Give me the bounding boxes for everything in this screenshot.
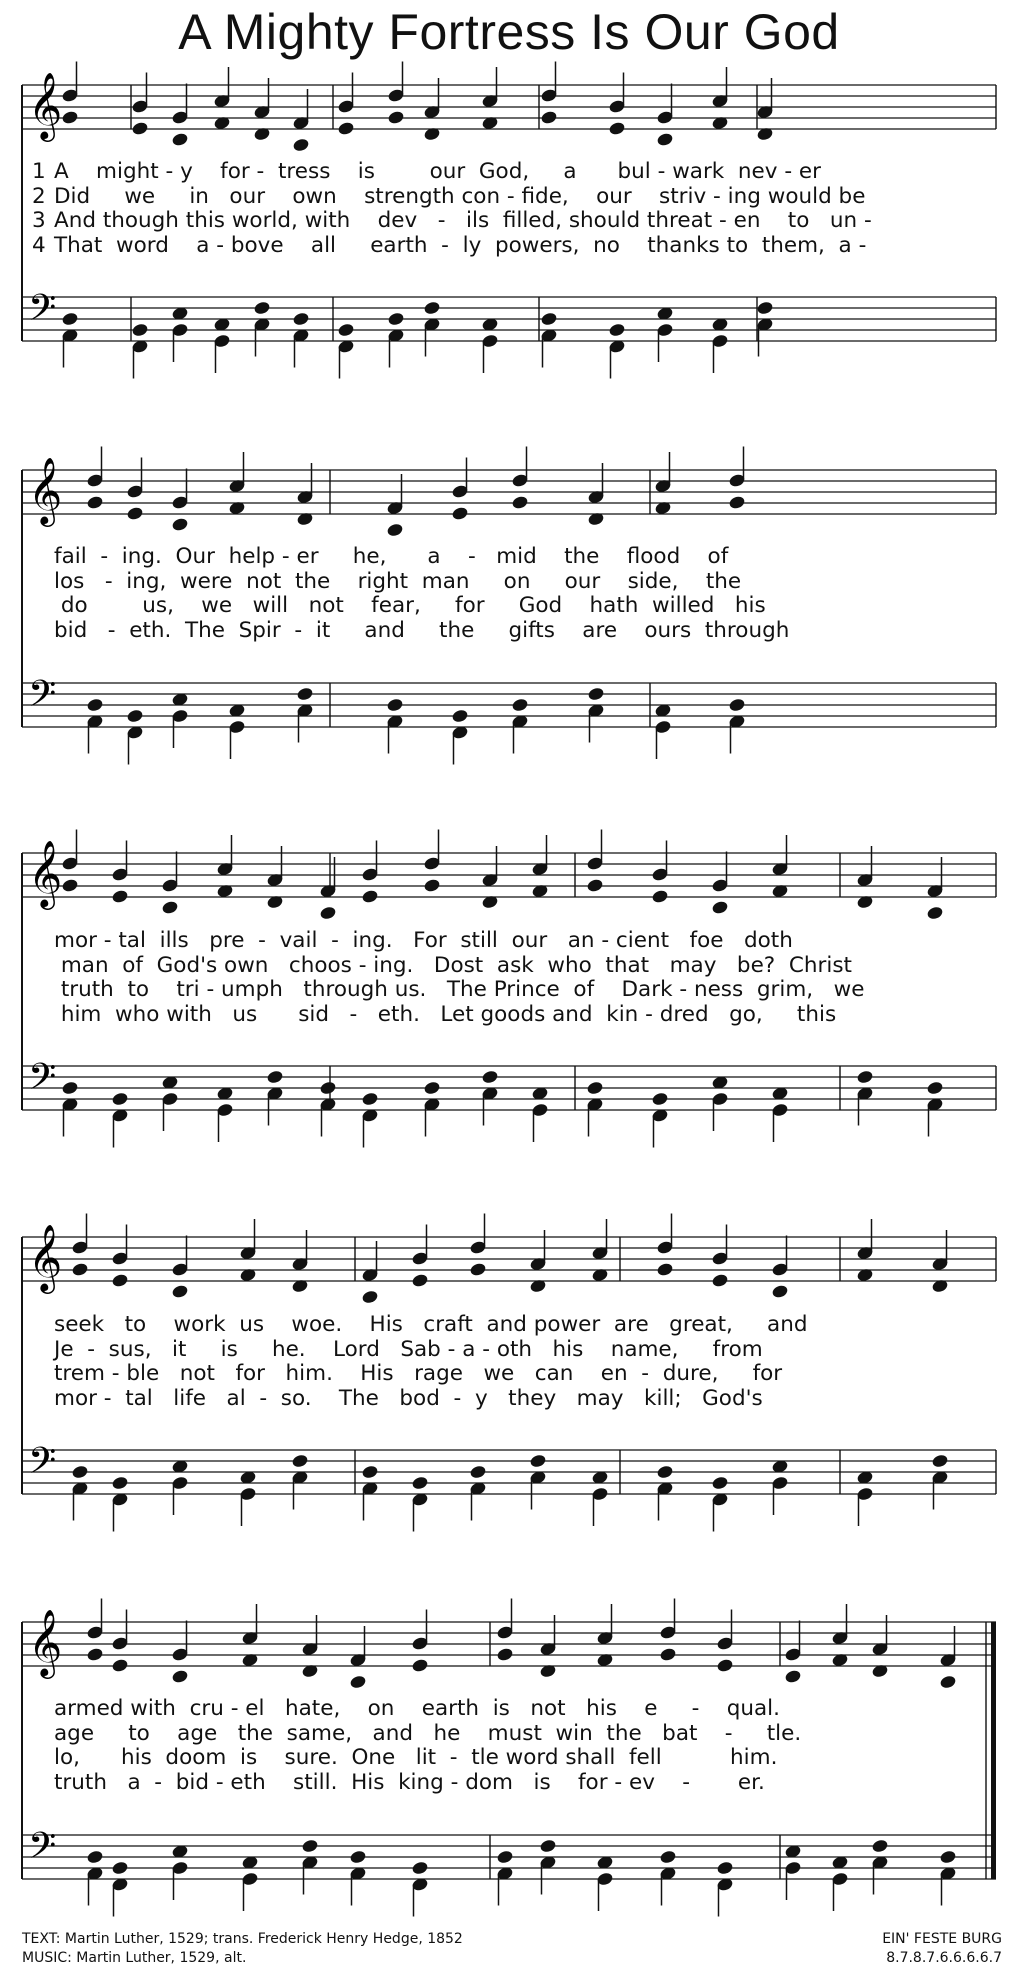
alto-note: [111, 889, 129, 904]
tenor-note: [253, 300, 271, 315]
alto-note: [161, 900, 179, 915]
lyric-text: truth to tri - umph through us. The Prince of Dark - ness grim, we: [54, 977, 865, 1002]
tenor-note: [659, 1849, 677, 1864]
treble-clef-icon: 𝄞: [28, 1608, 63, 1676]
alto-note: [728, 495, 746, 510]
alto-note: [656, 132, 674, 147]
lyric-text: lo, his doom is sure. One lit - tle word shall fell him.: [54, 1745, 778, 1770]
alto-note: [423, 878, 441, 893]
tenor-note: [86, 697, 104, 712]
tenor-note: [292, 311, 310, 326]
tenor-note: [651, 1091, 669, 1106]
tenor-note: [711, 1475, 729, 1490]
tenor-note: [301, 1838, 319, 1853]
alto-note: [131, 121, 149, 136]
bass-clef-icon: 𝄢: [28, 673, 57, 724]
tenor-note: [387, 311, 405, 326]
music-credit: MUSIC: Martin Luther, 1529, alt.: [22, 1950, 247, 1966]
tenor-note: [926, 1080, 944, 1095]
alto-note: [361, 889, 379, 904]
tenor-note: [656, 1464, 674, 1479]
lyric-line: [32, 1768, 765, 1798]
tenor-note: [728, 697, 746, 712]
bass-clef-icon: 𝄢: [28, 1825, 57, 1876]
tenor-note: [511, 697, 529, 712]
alto-note: [771, 1284, 789, 1299]
alto-note: [939, 1674, 957, 1689]
tenor-note: [423, 300, 441, 315]
alto-note: [86, 495, 104, 510]
alto-note: [784, 1669, 802, 1684]
alto-note: [171, 1669, 189, 1684]
tenor-note: [529, 1453, 547, 1468]
verse-number: 3: [32, 208, 46, 233]
tenor-note: [266, 1069, 284, 1084]
alto-note: [337, 121, 355, 136]
alto-note: [511, 495, 529, 510]
lyric-text: trem - ble not for him. His rage we can en - dure, for: [54, 1361, 783, 1386]
alto-note: [411, 1273, 429, 1288]
hymn-title: A Mighty Fortress Is Our God: [178, 4, 840, 60]
alto-note: [171, 132, 189, 147]
lyric-text: Did we in our own strength con - fide, our striv - ing would be: [54, 183, 866, 209]
alto-note: [540, 110, 558, 125]
treble-clef-icon: 𝄞: [28, 71, 63, 139]
lyric-text: man of God's own choos - ing. Dost ask who that may be? Christ: [54, 952, 852, 978]
verse-number: 1: [32, 159, 46, 184]
tenor-note: [111, 1091, 129, 1106]
tenor-note: [291, 1453, 309, 1468]
tenor-note: [469, 1464, 487, 1479]
lyric-text: And though this world, with dev - ils filled, should threat - en to un -: [54, 208, 872, 233]
lyric-text: Je - sus, it is he. Lord Sab - a - oth his name, from: [54, 1336, 763, 1362]
tenor-note: [586, 1080, 604, 1095]
lyric-text: fail - ing. Our help - er he, a - mid the flood of: [54, 544, 729, 569]
tenor-note: [361, 1091, 379, 1106]
tenor-note: [411, 1860, 429, 1875]
lyric-line: [32, 231, 866, 261]
treble-clef-icon: 𝄞: [28, 456, 63, 524]
tune-name: EIN' FESTE BURG: [882, 1931, 1002, 1947]
alto-note: [659, 1647, 677, 1662]
alto-note: [656, 1262, 674, 1277]
alto-note: [111, 1658, 129, 1673]
tenor-note: [111, 1475, 129, 1490]
tenor-note: [716, 1860, 734, 1875]
alto-note: [292, 137, 310, 152]
final-barline: [991, 1622, 996, 1879]
tenor-note: [481, 1069, 499, 1084]
tenor-note: [361, 1464, 379, 1479]
treble-clef-icon: 𝄞: [28, 839, 63, 907]
lyric-text: That word a - bove all earth - ly powers, no thanks to them, a -: [54, 232, 867, 258]
tenor-note: [111, 1860, 129, 1875]
tenor-note: [423, 1080, 441, 1095]
lyric-text: bid - eth. The Spir - it and the gifts are ours through: [54, 617, 790, 643]
alto-note: [171, 517, 189, 532]
alto-note: [361, 1289, 379, 1304]
alto-note: [926, 905, 944, 920]
alto-note: [716, 1658, 734, 1673]
alto-note: [711, 1273, 729, 1288]
verse-number: 4: [32, 232, 46, 258]
treble-clef-icon: 𝄞: [28, 1223, 63, 1291]
tenor-note: [86, 1849, 104, 1864]
alto-note: [387, 110, 405, 125]
lyric-text: seek to work us woe. His craft and power are great, and: [54, 1312, 808, 1337]
tenor-note: [349, 1849, 367, 1864]
tenor-note: [451, 708, 469, 723]
alto-note: [71, 1262, 89, 1277]
bass-clef-icon: 𝄢: [28, 1056, 57, 1107]
hymn-meter: 8.7.8.7.6.6.6.6.7: [886, 1950, 1002, 1966]
lyric-text: do us, we will not fear, for God hath willed his: [54, 593, 766, 618]
alto-note: [386, 522, 404, 537]
lyric-line: [32, 1000, 836, 1030]
alto-note: [111, 1273, 129, 1288]
tenor-note: [496, 1849, 514, 1864]
lyric-text: los - ing, were not the right man on our side, the: [54, 568, 742, 594]
tenor-note: [296, 686, 314, 701]
alto-note: [411, 1658, 429, 1673]
alto-note: [126, 506, 144, 521]
alto-note: [61, 110, 79, 125]
tenor-note: [539, 1838, 557, 1853]
tenor-note: [540, 311, 558, 326]
alto-note: [651, 889, 669, 904]
tenor-note: [131, 322, 149, 337]
tenor-note: [856, 1069, 874, 1084]
lyric-line: [32, 1384, 763, 1414]
bass-clef-icon: 𝄢: [28, 287, 57, 338]
alto-note: [711, 900, 729, 915]
tenor-note: [931, 1453, 949, 1468]
lyric-text: mor - tal ills pre - vail - ing. For still our an - cient foe doth: [54, 928, 793, 953]
alto-note: [86, 1647, 104, 1662]
tenor-note: [411, 1475, 429, 1490]
verse-number: 2: [32, 183, 46, 209]
lyric-text: armed with cru - el hate, on earth is not his e - qual.: [54, 1696, 780, 1721]
alto-note: [496, 1647, 514, 1662]
lyric-line: [32, 616, 789, 646]
tenor-note: [319, 1080, 337, 1095]
tenor-note: [939, 1849, 957, 1864]
tenor-note: [337, 322, 355, 337]
tenor-note: [61, 311, 79, 326]
tenor-note: [386, 697, 404, 712]
alto-note: [586, 878, 604, 893]
text-credit: TEXT: Martin Luther, 1529; trans. Frederick Henry Hedge, 1852: [22, 1931, 463, 1947]
alto-note: [608, 121, 626, 136]
tenor-note: [756, 300, 774, 315]
lyric-text: age to age the same, and he must win the bat - tle.: [54, 1720, 802, 1746]
tenor-note: [61, 1080, 79, 1095]
tenor-note: [71, 1464, 89, 1479]
alto-note: [349, 1674, 367, 1689]
alto-note: [319, 905, 337, 920]
alto-note: [171, 1284, 189, 1299]
bass-clef-icon: 𝄢: [28, 1440, 57, 1491]
alto-note: [451, 506, 469, 521]
lyric-text: him who with us sid - eth. Let goods and kin - dred go, this: [54, 1001, 837, 1027]
tenor-note: [587, 686, 605, 701]
lyric-text: A might - y for - tress is our God, a bul - wark nev - er: [54, 159, 821, 184]
alto-note: [61, 878, 79, 893]
alto-note: [469, 1262, 487, 1277]
lyric-text: mor - tal life al - so. The bod - y they may kill; God's: [54, 1385, 763, 1411]
tenor-note: [871, 1838, 889, 1853]
tenor-note: [608, 322, 626, 337]
tenor-note: [126, 708, 144, 723]
lyric-text: truth a - bid - eth still. His king - dom is for - ev - er.: [54, 1769, 765, 1795]
